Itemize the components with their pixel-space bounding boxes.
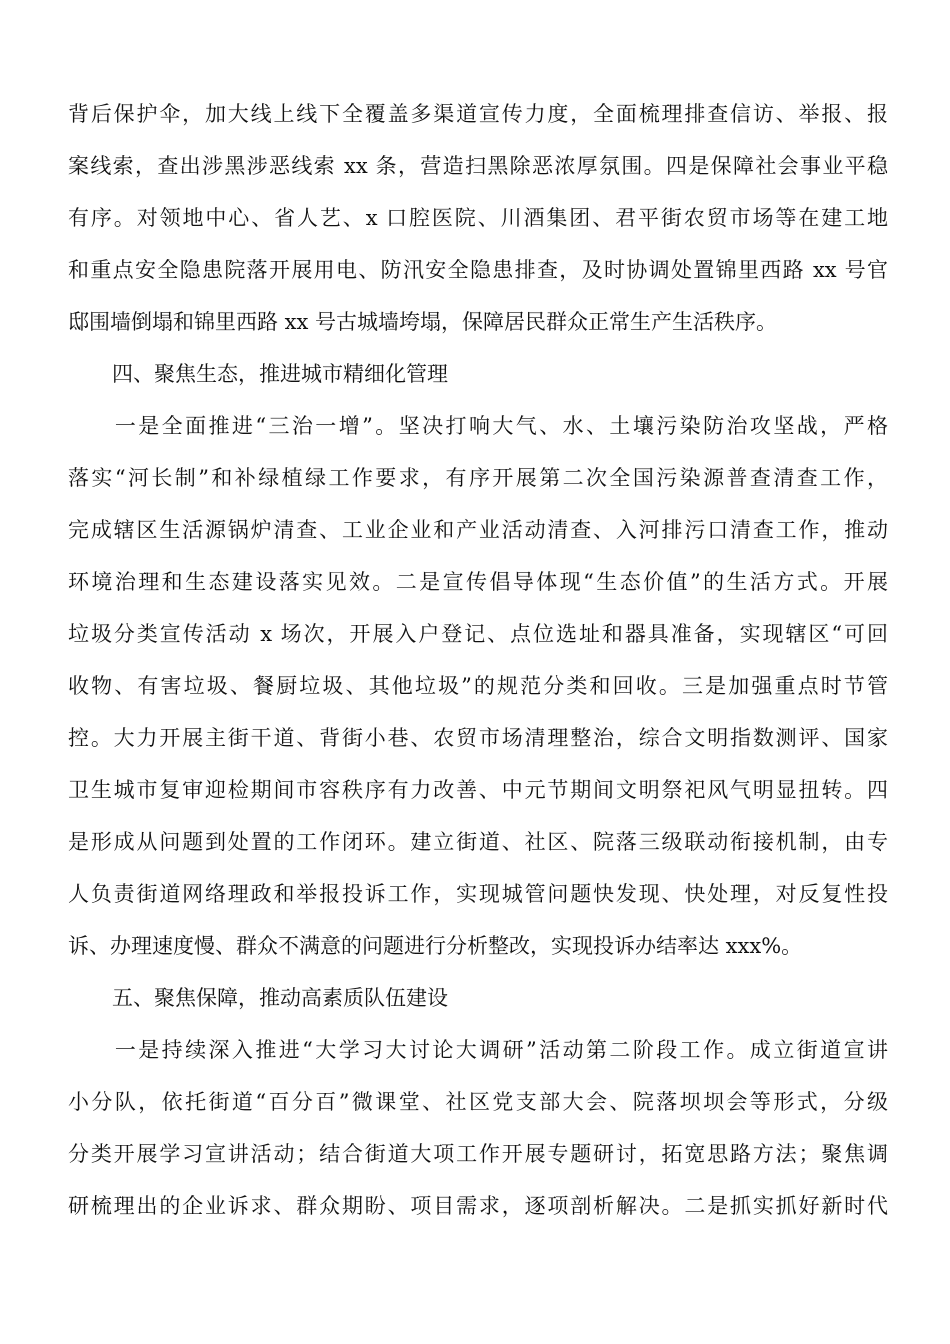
text-line: 诉、办理速度慢、群众不满意的问题进行分析整改，实现投诉办结率达 xxx%。 (68, 934, 803, 958)
text-line: 和重点安全隐患院落开展用电、防汛安全隐患排查，及时协调处置锦里西路 xx 号官 (68, 258, 888, 282)
text-line: 案线索，查出涉黑涉恶线索 xx 条，营造扫黑除恶浓厚氛围。四是保障社会事业平稳 (68, 154, 888, 178)
text-line: 完成辖区生活源锅炉清查、工业企业和产业活动清查、入河排污口清查工作，推动 (68, 518, 888, 542)
text-line: 邸围墙倒塌和锦里西路 xx 号古城墙垮塌，保障居民群众正常生产生活秩序。 (68, 310, 778, 334)
text-line: 控。大力开展主街干道、背街小巷、农贸市场清理整治，综合文明指数测评、国家 (68, 726, 888, 750)
text-line: 卫生城市复审迎检期间市容秩序有力改善、中元节期间文明祭祀风气明显扭转。四 (68, 778, 888, 802)
paragraph (68, 1024, 888, 1232)
text-line: 小分队，依托街道“百分百”微课堂、社区党支部大会、院落坝坝会等形式，分级 (68, 1090, 888, 1114)
document-page (68, 88, 888, 1232)
section-heading: 五、聚焦保障，推动高素质队伍建设 (112, 986, 448, 1010)
text-line: 垃圾分类宣传活动 x 场次，开展入户登记、点位选址和器具准备，实现辖区“可回 (68, 622, 888, 646)
text-line: 有序。对领地中心、省人艺、x 口腔医院、川酒集团、君平街农贸市场等在建工地 (68, 206, 888, 230)
text-line: 人负责街道网络理政和举报投诉工作，实现城管问题快发现、快处理，对反复性投 (68, 882, 888, 906)
text-line: 研梳理出的企业诉求、群众期盼、项目需求，逐项剖析解决。二是抓实抓好新时代 (68, 1194, 888, 1218)
paragraph (68, 88, 888, 348)
paragraph (68, 400, 888, 972)
text-line: 一是持续深入推进“大学习大讨论大调研”活动第二阶段工作。成立街道宣讲 (68, 1038, 888, 1062)
text-line: 一是全面推进“三治一增”。坚决打响大气、水、土壤污染防治攻坚战，严格 (68, 414, 888, 438)
section-heading: 四、聚焦生态，推进城市精细化管理 (112, 362, 448, 386)
text-line: 环境治理和生态建设落实见效。二是宣传倡导体现“生态价值”的生活方式。开展 (68, 570, 888, 594)
text-line: 收物、有害垃圾、餐厨垃圾、其他垃圾”的规范分类和回收。三是加强重点时节管 (68, 674, 888, 698)
text-line: 分类开展学习宣讲活动；结合街道大项工作开展专题研讨，拓宽思路方法；聚焦调 (68, 1142, 888, 1166)
text-line: 是形成从问题到处置的工作闭环。建立街道、社区、院落三级联动衔接机制，由专 (68, 830, 888, 854)
text-line: 背后保护伞，加大线上线下全覆盖多渠道宣传力度，全面梳理排查信访、举报、报 (68, 102, 888, 126)
text-line: 落实“河长制”和补绿植绿工作要求，有序开展第二次全国污染源普查清查工作， (68, 466, 888, 490)
